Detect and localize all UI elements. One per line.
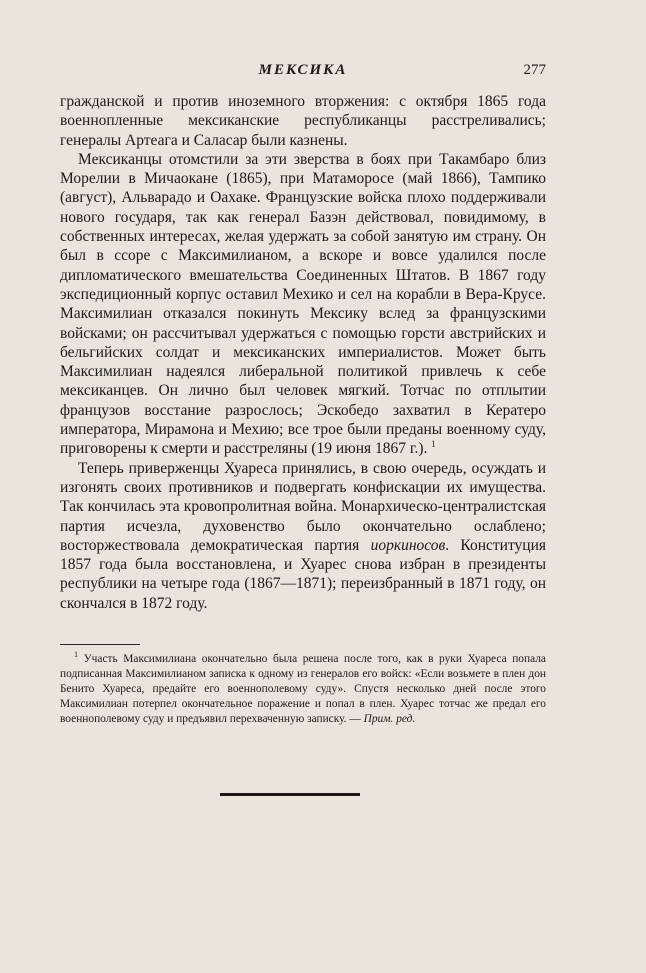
party-name: иоркиносов [370,536,446,554]
footnote-attribution: Прим. ред. [363,713,416,725]
paragraph-2 [60,150,546,459]
footnote-reference: 1 [431,439,436,450]
paragraph-3-text-after: . Конституция 1857 года была восстановлена, и Хуарес снова избран в президенты республики на четыре года (1867—1871); переизбранный в 1871 году, он скончался в 1872 году. [60,536,546,612]
body-text [60,92,546,613]
paragraph-1-text: гражданской и против иноземного вторжения: с октября 1865 года военнопленные мексиканские республиканцы расстреливались; генералы Артеага и Саласар были казнены. [60,93,546,149]
page-number: 277 [523,62,546,78]
footnote-divider [60,644,140,645]
paragraph-2-text: Мексиканцы отомстили за эти зверства в боях при Такамбаро близ Морелии в Мичаокане (1865), при Матаморосе (май 1866), Тампико (август), Альварадо и Оахаке. Французские войска плохо поддерживали нового государя, так как генерал Базэн действовал, повидимому, в собственных интересах, желая удержать за собой занятую им страну. Он был в ссоре с Максимилианом, а вскоре и вовсе удалился после дипломатического вмешательства Соединенных Штатов. В 1867 году экспедиционный корпус оставил Мехико и сел на корабли в Вера-Крусе. Максимилиан отказался покинуть Мексику вслед за французскими войсками; он рассчитывал удержаться с помощью горсти австрийских и бельгийских солдат и мексиканских империалистов. Может быть Максимилиан надеялся либеральной политикой привлечь к себе мексиканцев. Он лично был человек мягкий. Тотчас по отплытии французов восстание разрослось; Эскобедо захватил в Кератеро императора, Мирамона и Мехию; все трое были преданы военному суду, приговорены к смерти и расстреляны (19 июня 1867 г.). [60,150,546,458]
page-header [60,62,546,86]
footnote [60,652,546,727]
paragraph-3 [60,459,546,613]
footnote-marker: 1 [74,650,78,660]
paragraph-3-text-before: Теперь приверженцы Хуареса принялись, в свою очередь, осуждать и изгонять своих противников и подвергать конфискации их имущества. Так кончилась эта кровопролитная война. Монархическо-централистская партия исчезла, духовенство было окончательно ослаблено; восторжествовала демократическая партия [60,459,546,554]
paragraph-1 [60,92,546,150]
running-title: МЕКСИКА [258,62,348,78]
footnote-text: Участь Максимилиана окончательно была решена после того, как в руки Хуареса попала подписанная Максимилианом записка к одному из генералов его войск: «Если возьмете в плен дон Бенито Хуареса, предайте его военнополевому суду». Спустя несколько дней после этого Максимилиан потерпел окончательное поражение и попал в плен. Хуарес тотчас же предал его военнополевому суду и предъявил перехваченную записку. — [60,653,546,725]
end-ornament-rule [220,793,360,796]
